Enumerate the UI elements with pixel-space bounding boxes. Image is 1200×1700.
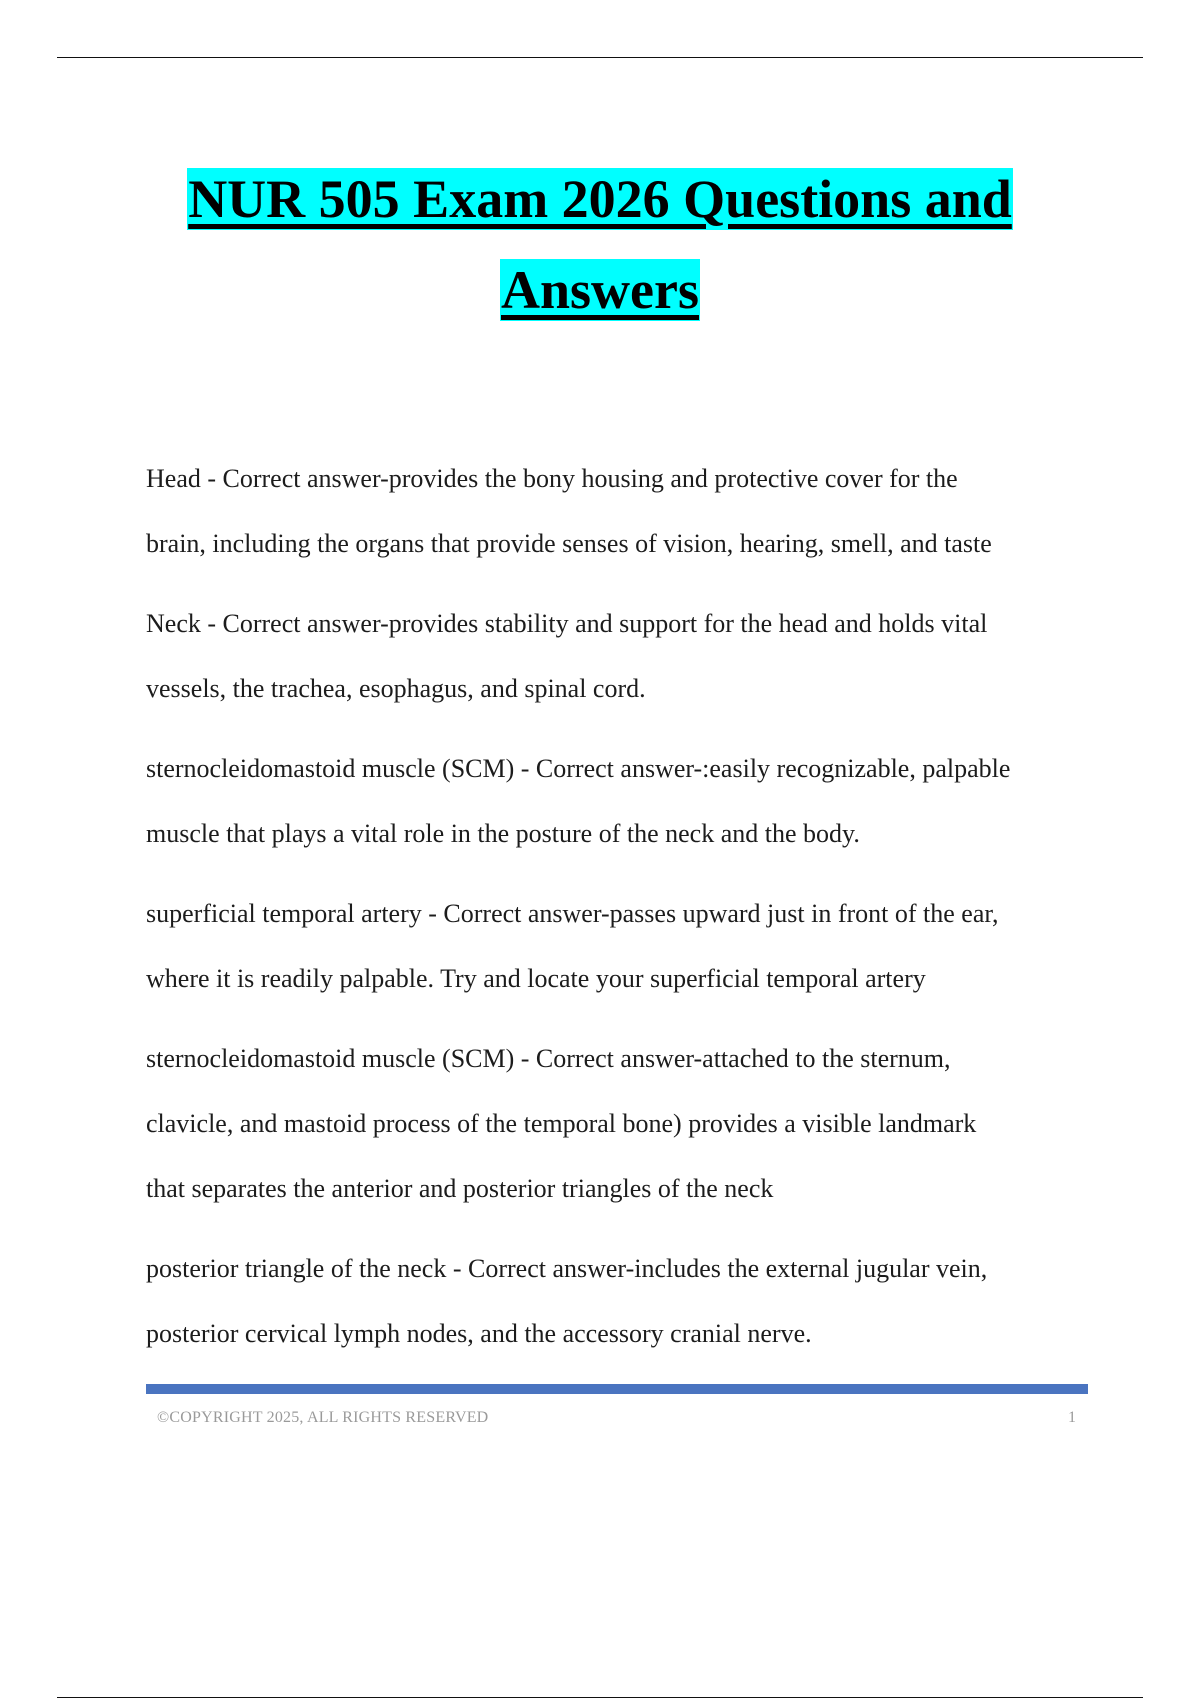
qa-line: vessels, the trachea, esophagus, and spinal cord.	[146, 674, 646, 703]
qa-list	[146, 446, 1106, 1366]
footer-copyright: ©COPYRIGHT 2025, ALL RIGHTS RESERVED	[157, 1409, 489, 1426]
page-top-rule	[57, 57, 1143, 58]
qa-entry-head	[146, 446, 1106, 576]
title-line-1: NUR 505 Exam 2026 Questions and	[188, 169, 1012, 229]
qa-entry-temporal-artery	[146, 881, 1106, 1011]
qa-line: where it is readily palpable. Try and locate your superficial temporal artery	[146, 964, 926, 993]
qa-line: posterior cervical lymph nodes, and the accessory cranial nerve.	[146, 1319, 812, 1348]
qa-line: Head - Correct answer-provides the bony housing and protective cover for the	[146, 464, 958, 493]
qa-entry-neck	[146, 591, 1106, 721]
title-row-1	[0, 168, 1200, 230]
qa-line: posterior triangle of the neck - Correct answer-includes the external jugular vein,	[146, 1254, 988, 1283]
qa-line: Neck - Correct answer-provides stability and support for the head and holds vital	[146, 609, 988, 638]
document-title	[0, 168, 1200, 321]
qa-line: superficial temporal artery - Correct answer-passes upward just in front of the ear,	[146, 899, 999, 928]
page-bottom-rule	[57, 1697, 1143, 1698]
qa-line: sternocleidomastoid muscle (SCM) - Correct answer-attached to the sternum,	[146, 1044, 951, 1073]
footer-divider-bar	[146, 1384, 1088, 1394]
qa-line: sternocleidomastoid muscle (SCM) - Correct answer-:easily recognizable, palpable	[146, 754, 1011, 783]
qa-line: muscle that plays a vital role in the posture of the neck and the body.	[146, 819, 860, 848]
qa-line: clavicle, and mastoid process of the temporal bone) provides a visible landmark	[146, 1109, 977, 1138]
qa-line: brain, including the organs that provide senses of vision, hearing, smell, and taste	[146, 529, 992, 558]
qa-line: that separates the anterior and posterior triangles of the neck	[146, 1174, 774, 1203]
title-row-2	[0, 259, 1200, 321]
title-line-2: Answers	[501, 260, 699, 320]
qa-entry-posterior-triangle	[146, 1236, 1106, 1366]
qa-entry-scm-2	[146, 1026, 1106, 1221]
footer-page-number: 1	[1068, 1409, 1076, 1426]
qa-entry-scm-1	[146, 736, 1106, 866]
